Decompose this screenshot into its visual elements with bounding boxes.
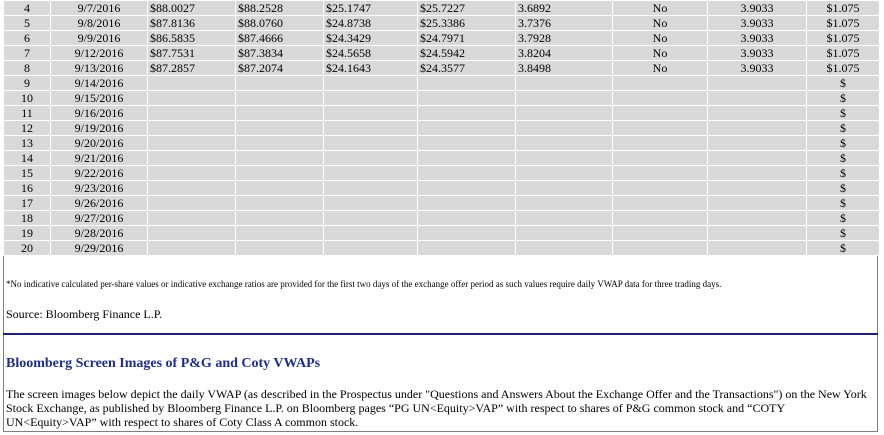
flag-cell: No: [613, 16, 708, 31]
value-cell: [236, 166, 324, 181]
date-cell: 9/16/2016: [51, 106, 148, 121]
value-cell: $87.7531: [148, 46, 236, 61]
limit-cell: [708, 166, 807, 181]
value-cell: $24.7971: [418, 31, 516, 46]
value-cell: $87.8136: [148, 16, 236, 31]
ratio-cell: 3.8204: [516, 46, 613, 61]
limit-cell: [708, 106, 807, 121]
value-cell: [418, 196, 516, 211]
table-row: [4, 196, 880, 211]
value-cell: [324, 106, 418, 121]
limit-cell: 3.9033: [708, 31, 807, 46]
value-cell: $88.2528: [236, 1, 324, 16]
flag-cell: [613, 106, 708, 121]
value-cell: [418, 166, 516, 181]
ratio-cell: [516, 151, 613, 166]
table-row: [4, 241, 880, 256]
limit-cell: [708, 211, 807, 226]
section-heading: Bloomberg Screen Images of P&G and Coty VWAPs: [6, 356, 321, 371]
value-cell: [148, 91, 236, 106]
value-cell: $25.7227: [418, 1, 516, 16]
price-cell: $: [807, 241, 880, 256]
row-number: 19: [4, 226, 51, 241]
value-cell: [148, 181, 236, 196]
limit-cell: [708, 241, 807, 256]
value-cell: [418, 121, 516, 136]
flag-cell: [613, 166, 708, 181]
ratio-cell: [516, 226, 613, 241]
value-cell: [148, 121, 236, 136]
price-cell: $1.075: [807, 46, 880, 61]
ratio-cell: [516, 76, 613, 91]
value-cell: [418, 181, 516, 196]
value-cell: [324, 241, 418, 256]
row-number: 16: [4, 181, 51, 196]
date-cell: 9/29/2016: [51, 241, 148, 256]
flag-cell: [613, 76, 708, 91]
value-cell: [236, 181, 324, 196]
value-cell: $24.3429: [324, 31, 418, 46]
limit-cell: [708, 196, 807, 211]
ratio-cell: [516, 91, 613, 106]
value-cell: [418, 226, 516, 241]
table-row: [4, 31, 880, 46]
value-cell: [418, 151, 516, 166]
table-row: [4, 226, 880, 241]
table-row: [4, 16, 880, 31]
row-number: 6: [4, 31, 51, 46]
table-body: [4, 1, 880, 256]
price-cell: $1.075: [807, 31, 880, 46]
flag-cell: [613, 121, 708, 136]
flag-cell: [613, 181, 708, 196]
row-number: 14: [4, 151, 51, 166]
ratio-cell: [516, 121, 613, 136]
ratio-cell: 3.7376: [516, 16, 613, 31]
ratio-cell: [516, 241, 613, 256]
value-cell: $24.5942: [418, 46, 516, 61]
date-cell: 9/23/2016: [51, 181, 148, 196]
price-cell: $1.075: [807, 61, 880, 76]
price-cell: $: [807, 136, 880, 151]
flag-cell: [613, 151, 708, 166]
value-cell: $25.1747: [324, 1, 418, 16]
table-row: [4, 46, 880, 61]
row-number: 18: [4, 211, 51, 226]
price-cell: $: [807, 196, 880, 211]
vwap-table: [3, 0, 880, 256]
ratio-cell: [516, 136, 613, 151]
price-cell: $: [807, 166, 880, 181]
row-number: 20: [4, 241, 51, 256]
value-cell: [324, 196, 418, 211]
ratio-cell: 3.8498: [516, 61, 613, 76]
price-cell: $1.075: [807, 1, 880, 16]
flag-cell: [613, 241, 708, 256]
ratio-cell: 3.6892: [516, 1, 613, 16]
value-cell: [236, 76, 324, 91]
flag-cell: No: [613, 61, 708, 76]
value-cell: [236, 241, 324, 256]
price-cell: $1.075: [807, 16, 880, 31]
table-row: [4, 106, 880, 121]
table-row: [4, 136, 880, 151]
price-cell: $: [807, 181, 880, 196]
value-cell: $87.2857: [148, 61, 236, 76]
row-number: 5: [4, 16, 51, 31]
value-cell: [418, 136, 516, 151]
price-cell: $: [807, 121, 880, 136]
value-cell: [236, 211, 324, 226]
value-cell: [324, 91, 418, 106]
ratio-cell: [516, 166, 613, 181]
date-cell: 9/12/2016: [51, 46, 148, 61]
flag-cell: No: [613, 1, 708, 16]
flag-cell: [613, 196, 708, 211]
value-cell: $87.4666: [236, 31, 324, 46]
row-number: 15: [4, 166, 51, 181]
limit-cell: [708, 76, 807, 91]
value-cell: [324, 76, 418, 91]
table-row: [4, 151, 880, 166]
table-row: [4, 211, 880, 226]
value-cell: [236, 121, 324, 136]
ratio-cell: [516, 106, 613, 121]
value-cell: $87.2074: [236, 61, 324, 76]
price-cell: $: [807, 151, 880, 166]
table-row: [4, 61, 880, 76]
value-cell: [324, 136, 418, 151]
value-cell: [148, 106, 236, 121]
value-cell: [148, 136, 236, 151]
table-row: [4, 76, 880, 91]
value-cell: [418, 211, 516, 226]
value-cell: [236, 136, 324, 151]
date-cell: 9/9/2016: [51, 31, 148, 46]
limit-cell: [708, 226, 807, 241]
flag-cell: [613, 91, 708, 106]
limit-cell: [708, 136, 807, 151]
value-cell: [324, 151, 418, 166]
value-cell: $88.0760: [236, 16, 324, 31]
value-cell: $24.1643: [324, 61, 418, 76]
value-cell: [324, 181, 418, 196]
value-cell: $88.0027: [148, 1, 236, 16]
price-cell: $: [807, 76, 880, 91]
limit-cell: 3.9033: [708, 46, 807, 61]
value-cell: [324, 211, 418, 226]
value-cell: [236, 106, 324, 121]
ratio-cell: [516, 181, 613, 196]
price-cell: $: [807, 211, 880, 226]
date-cell: 9/14/2016: [51, 76, 148, 91]
ratio-cell: 3.7928: [516, 31, 613, 46]
value-cell: [418, 91, 516, 106]
value-cell: $24.3577: [418, 61, 516, 76]
date-cell: 9/21/2016: [51, 151, 148, 166]
value-cell: [148, 241, 236, 256]
value-cell: $24.5658: [324, 46, 418, 61]
flag-cell: [613, 226, 708, 241]
date-cell: 9/15/2016: [51, 91, 148, 106]
table-row: [4, 181, 880, 196]
limit-cell: 3.9033: [708, 1, 807, 16]
value-cell: [148, 76, 236, 91]
price-cell: $: [807, 106, 880, 121]
table-row: [4, 166, 880, 181]
row-number: 7: [4, 46, 51, 61]
date-cell: 9/26/2016: [51, 196, 148, 211]
limit-cell: 3.9033: [708, 16, 807, 31]
section-divider: [3, 333, 878, 335]
date-cell: 9/20/2016: [51, 136, 148, 151]
value-cell: [148, 211, 236, 226]
value-cell: [324, 226, 418, 241]
value-cell: [148, 196, 236, 211]
row-number: 13: [4, 136, 51, 151]
date-cell: 9/28/2016: [51, 226, 148, 241]
ratio-cell: [516, 211, 613, 226]
value-cell: [236, 151, 324, 166]
row-number: 8: [4, 61, 51, 76]
value-cell: [236, 196, 324, 211]
date-cell: 9/7/2016: [51, 1, 148, 16]
limit-cell: [708, 181, 807, 196]
limit-cell: 3.9033: [708, 61, 807, 76]
value-cell: [418, 241, 516, 256]
row-number: 17: [4, 196, 51, 211]
date-cell: 9/19/2016: [51, 121, 148, 136]
price-cell: $: [807, 226, 880, 241]
value-cell: [148, 166, 236, 181]
table-row: [4, 121, 880, 136]
value-cell: $87.3834: [236, 46, 324, 61]
limit-cell: [708, 91, 807, 106]
row-number: 4: [4, 1, 51, 16]
value-cell: [324, 166, 418, 181]
value-cell: [418, 76, 516, 91]
price-cell: $: [807, 91, 880, 106]
flag-cell: No: [613, 46, 708, 61]
row-number: 9: [4, 76, 51, 91]
value-cell: [236, 226, 324, 241]
value-cell: [324, 121, 418, 136]
value-cell: $86.5835: [148, 31, 236, 46]
row-number: 12: [4, 121, 51, 136]
flag-cell: [613, 211, 708, 226]
limit-cell: [708, 151, 807, 166]
value-cell: [236, 91, 324, 106]
date-cell: 9/27/2016: [51, 211, 148, 226]
limit-cell: [708, 121, 807, 136]
date-cell: 9/8/2016: [51, 16, 148, 31]
ratio-cell: [516, 196, 613, 211]
value-cell: $25.3386: [418, 16, 516, 31]
flag-cell: [613, 136, 708, 151]
row-number: 11: [4, 106, 51, 121]
date-cell: 9/22/2016: [51, 166, 148, 181]
date-cell: 9/13/2016: [51, 61, 148, 76]
footnote: *No indicative calculated per-share values or indicative exchange ratios are provided for the first two days of the exchange offer period as such values require daily VWAP data for three trading days.: [6, 279, 722, 289]
value-cell: [148, 151, 236, 166]
flag-cell: No: [613, 31, 708, 46]
source-note: Source: Bloomberg Finance L.P.: [6, 307, 163, 321]
row-number: 10: [4, 91, 51, 106]
value-cell: [148, 226, 236, 241]
table-row: [4, 1, 880, 16]
value-cell: [418, 106, 516, 121]
table-row: [4, 91, 880, 106]
section-paragraph: The screen images below depict the daily VWAP (as described in the Prospectus under "Questions and Answers About the Exchange Offer and the Transactions") on the New York Stock Exchange, as published by Bloomberg Finance L.P. on Bloomberg pages “PG UN<Equity>VAP” with respect to shares of P&G common stock and “COTY UN<Equity>VAP” with respect to shares of Coty Class A common stock.: [6, 387, 867, 429]
value-cell: $24.8738: [324, 16, 418, 31]
